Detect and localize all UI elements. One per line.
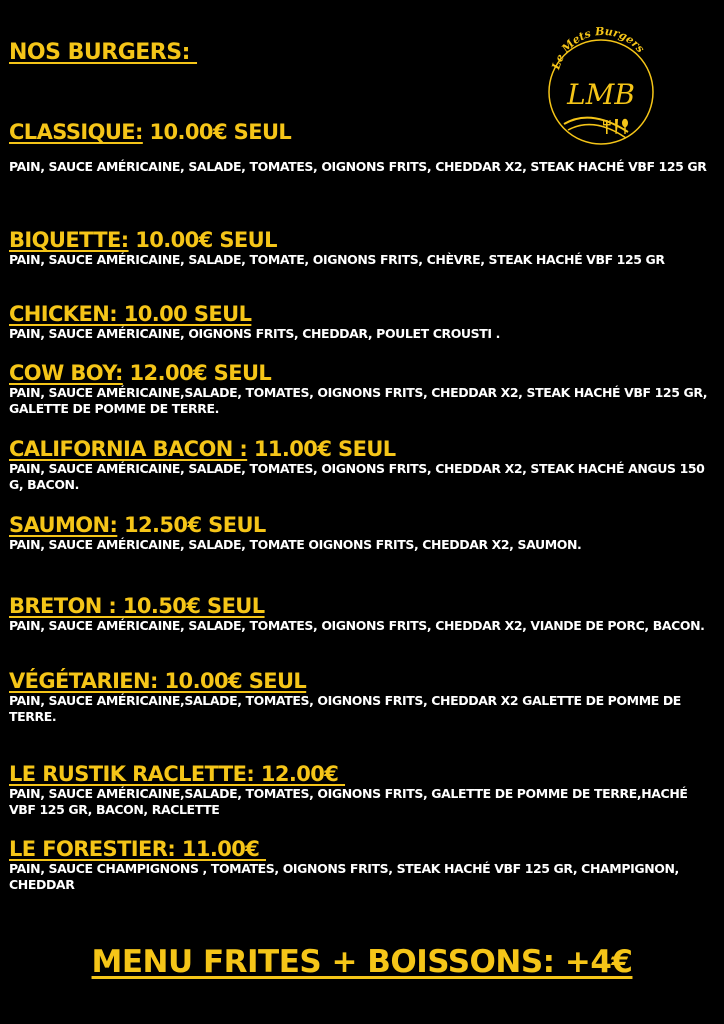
menu-footer-offer: MENU FRITES + BOISSONS: +4€ <box>91 944 633 980</box>
menu-item-saumon <box>9 513 714 553</box>
item-title <box>9 228 714 252</box>
item-price: 11.00€ SEUL <box>247 437 396 461</box>
item-name: CALIFORNIA BACON : <box>9 437 248 461</box>
menu-item-breton <box>9 594 714 634</box>
item-price: 10.00€ SEUL <box>142 120 292 144</box>
item-title <box>9 120 714 144</box>
item-name: BIQUETTE: <box>9 228 129 252</box>
item-title <box>9 762 714 786</box>
item-name: CHICKEN: 10.00 SEUL <box>9 302 252 326</box>
item-title <box>9 669 714 693</box>
item-description: PAIN, SAUCE AMÉRICAINE, SALADE, TOMATES, OIGNONS FRITS, CHEDDAR X2, STEAK HACHÉ ANGUS 150 G, BACON. <box>9 461 705 492</box>
menu-item-classique <box>9 120 714 175</box>
logo-arc-text: Le Mets Burgers <box>549 24 647 71</box>
item-price: 12.50€ SEUL <box>117 513 266 537</box>
item-name: SAUMON: <box>9 513 118 537</box>
item-name: CLASSIQUE: <box>9 120 143 144</box>
item-description: PAIN, SAUCE AMÉRICAINE,SALADE, TOMATES, OIGNONS FRITS, GALETTE DE POMME DE TERRE,HACHÉ VBF 125 GR, BACON, RACLETTE <box>9 786 688 817</box>
item-title <box>9 594 714 618</box>
item-name: LE RUSTIK RACLETTE: 12.00€ <box>9 762 346 786</box>
item-description: PAIN, SAUCE AMÉRICAINE, SALADE, TOMATE, OIGNONS FRITS, CHÈVRE, STEAK HACHÉ VBF 125 GR <box>9 252 665 267</box>
item-description: PAIN, SAUCE AMÉRICAINE, OIGNONS FRITS, CHEDDAR, POULET CROUSTI . <box>9 326 500 341</box>
item-title <box>9 837 714 861</box>
item-description: PAIN, SAUCE CHAMPIGNONS , TOMATES, OIGNONS FRITS, STEAK HACHÉ VBF 125 GR, CHAMPIGNON, CHEDDAR <box>9 861 679 892</box>
item-title <box>9 513 714 537</box>
menu-item-chicken <box>9 302 714 342</box>
item-title <box>9 302 714 326</box>
item-title <box>9 437 714 461</box>
logo-monogram: LMB <box>567 78 635 111</box>
menu-item-cow-boy <box>9 361 714 417</box>
menu-item-vegetarien <box>9 669 714 725</box>
item-name: VÉGÉTARIEN: 10.00€ SEUL <box>9 669 307 693</box>
item-description: PAIN, SAUCE AMÉRICAINE, SALADE, TOMATES, OIGNONS FRITS, CHEDDAR X2, STEAK HACHÉ VBF 125 GR <box>9 159 707 174</box>
menu-item-forestier <box>9 837 714 893</box>
item-price: 10.00€ SEUL <box>128 228 277 252</box>
item-description: PAIN, SAUCE AMÉRICAINE, SALADE, TOMATE OIGNONS FRITS, CHEDDAR X2, SAUMON. <box>9 537 582 552</box>
menu-item-biquette <box>9 228 714 268</box>
item-price: 12.00€ SEUL <box>122 361 272 385</box>
item-description: PAIN, SAUCE AMÉRICAINE, SALADE, TOMATES, OIGNONS FRITS, CHEDDAR X2, VIANDE DE PORC, BACON. <box>9 618 705 633</box>
item-name: BRETON : 10.50€ SEUL <box>9 594 265 618</box>
item-description: PAIN, SAUCE AMÉRICAINE,SALADE, TOMATES, OIGNONS FRITS, CHEDDAR X2 GALETTE DE POMME DE TERRE. <box>9 693 681 724</box>
item-description: PAIN, SAUCE AMÉRICAINE,SALADE, TOMATES, OIGNONS FRITS, CHEDDAR X2, STEAK HACHÉ VBF 125 GR, GALETTE DE POMME DE TERRE. <box>9 385 708 416</box>
menu-heading: NOS BURGERS: <box>9 40 198 65</box>
item-name: LE FORESTIER: 11.00€ <box>9 837 266 861</box>
item-title <box>9 361 714 385</box>
menu-item-rustik-raclette <box>9 762 714 818</box>
menu-item-california-bacon <box>9 437 714 493</box>
item-name: COW BOY: <box>9 361 123 385</box>
